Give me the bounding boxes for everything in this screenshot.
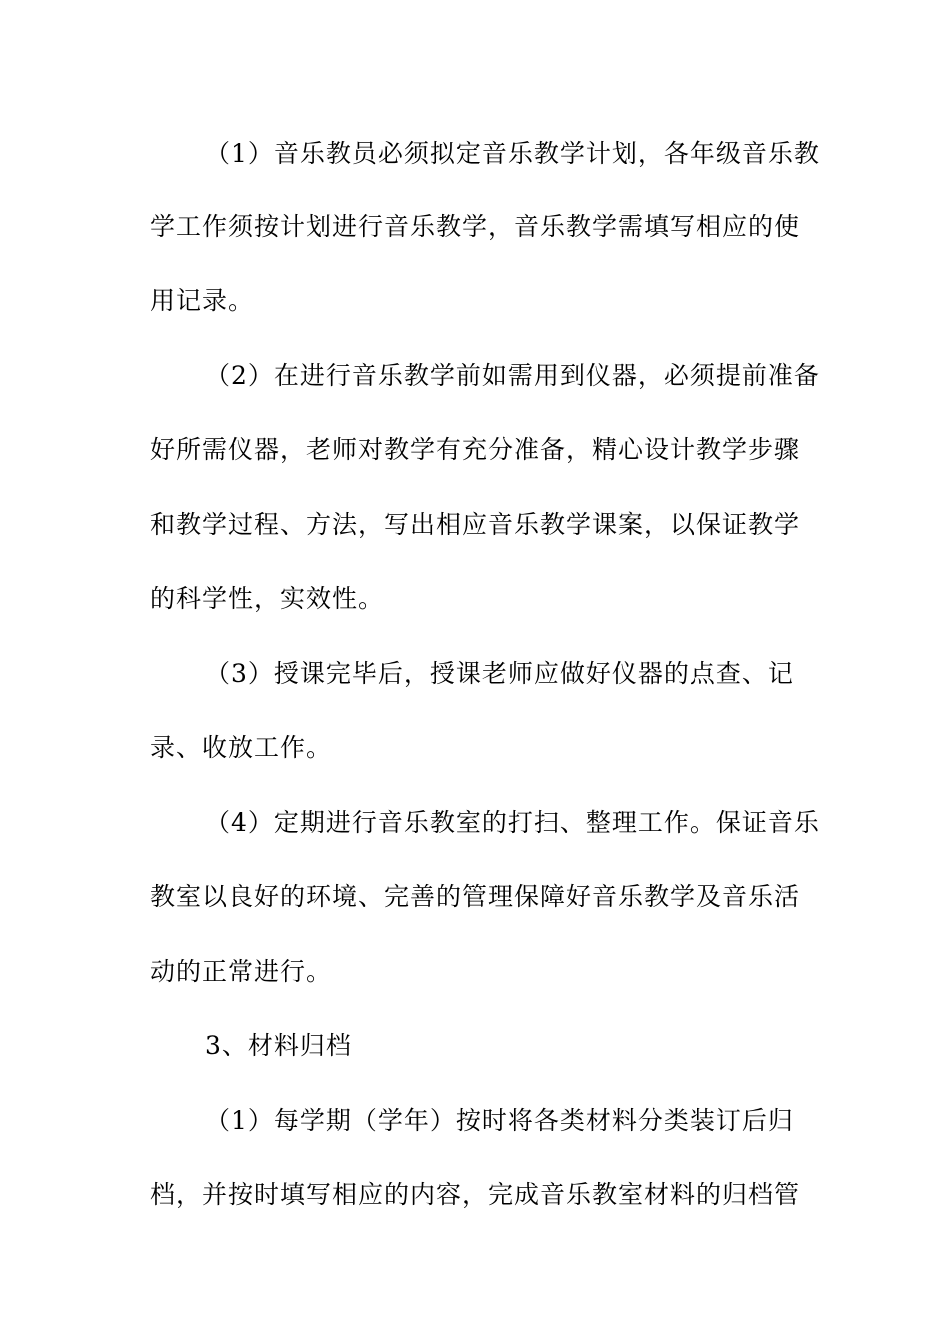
paragraph-5-line-1: （1）每学期（学年）按时将各类材料分类装订后归 [205, 1106, 794, 1135]
section-heading: 3、材料归档 [205, 1031, 352, 1060]
paragraph-4-line-2: 教室以良好的环境、完善的管理保障好音乐教学及音乐活 [150, 882, 801, 911]
paragraph-4-line-1: （4）定期进行音乐教室的打扫、整理工作。保证音乐 [205, 808, 820, 837]
paragraph-2-line-1: （2）在进行音乐教学前如需用到仪器，必须提前准备 [205, 361, 820, 390]
paragraph-3-line-2: 录、收放工作。 [150, 733, 333, 762]
paragraph-4-line-3: 动的正常进行。 [150, 957, 333, 986]
paragraph-2-line-2: 好所需仪器，老师对教学有充分准备，精心设计教学步骤 [150, 435, 801, 464]
paragraph-5-line-2: 档，并按时填写相应的内容，完成音乐教室材料的归档管 [150, 1180, 801, 1209]
paragraph-1-line-2: 学工作须按计划进行音乐教学，音乐教学需填写相应的使 [150, 212, 801, 241]
paragraph-3-line-1: （3）授课完毕后，授课老师应做好仪器的点查、记 [205, 659, 794, 688]
paragraph-1-line-3: 用记录。 [150, 286, 255, 315]
paragraph-2-line-3: 和教学过程、方法，写出相应音乐教学课案，以保证教学 [150, 510, 801, 539]
paragraph-1-line-1: （1）音乐教员必须拟定音乐教学计划，各年级音乐教 [205, 139, 820, 168]
paragraph-2-line-4: 的科学性，实效性。 [150, 584, 385, 613]
